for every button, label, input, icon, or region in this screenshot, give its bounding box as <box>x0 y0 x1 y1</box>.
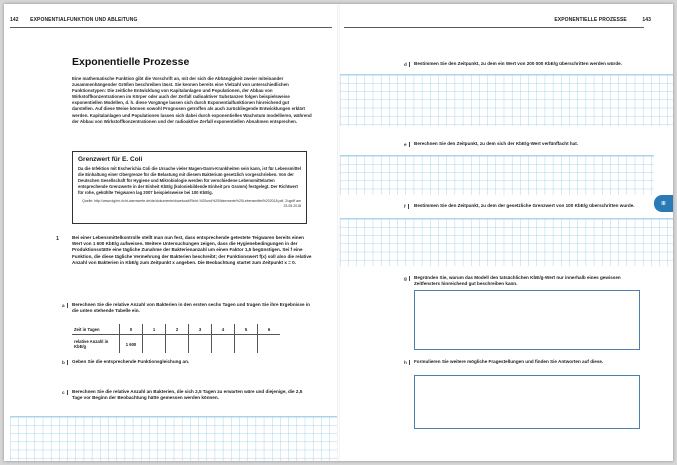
table-day-cell: 2 <box>166 324 189 335</box>
left-page <box>4 4 337 461</box>
running-header-right <box>554 17 651 25</box>
task-c-text: Berechnen Sie die relative Anzahl an Bakterien, die sich 2,5 Tagen zu erwarten wäre und diejenige, die 2,5 Tage vor Beginn der Beobachtung hätte gemessen werden können. <box>72 389 303 401</box>
info-box <box>72 151 307 224</box>
running-header-title-left: EXPONENTIALFUNKTION UND ABLEITUNG <box>30 17 138 23</box>
table-row <box>72 324 280 335</box>
task-number: 1 <box>56 236 60 242</box>
task-g-text: Begründen Sie, warum das Modell den tatsächlichen KbE/g-Wert nur innerhalb eines gewissen Zeitfensters hinreichend gut beschreiben kann. <box>414 275 621 287</box>
intro-paragraph: Eine mathematische Funktion gibt die Vorschrift an, mit der sich die Abhängigkeit zweier miteinander zusammenhängender Größen beschreiben lässt. Sie kennen bereits eine Vielzahl von unterschiedlichen Funktionstypen: Die zeitliche Entwicklung von Kapitalanlagen und Populationen, der Abbau von Wirkstoffkonzentrationen im Körper oder auch der Zerfall radioaktiver Substanzen folgen beispielsweise exponentiellen Modellen, d. h. diese Vorgänge lassen sich durch Exponentialfunktionen hinreichend gut darstellen. Auf diese Weise können sowohl Prognosen getroffen als auch zurückliegende Entwicklungen erklärt werden. Kapitalanlagen und Populationen lassen sich dabei durch exponentielles Wachstum modellieren, während der Abbau von Wirkstoffkonzentrationen und der radioaktive Zerfall exponentiellen Abnahmen entsprechen. <box>72 76 312 124</box>
value-table <box>72 324 280 353</box>
table-value-cell[interactable] <box>189 335 212 354</box>
table-day-cell: 6 <box>258 324 281 335</box>
chapter-tab: III <box>654 195 673 212</box>
table-value-cell[interactable] <box>212 335 235 354</box>
page-number-left: 142 <box>10 17 19 23</box>
table-row-header-count: relative Anzahl in KbE/g <box>72 335 120 354</box>
table-day-cell: 5 <box>235 324 258 335</box>
header-rule-right <box>344 27 644 28</box>
task-b-label: b <box>62 360 67 365</box>
answer-grid-f[interactable] <box>340 218 673 266</box>
task-h-label: h <box>404 360 409 365</box>
task-f-text: Bestimmen Sie den Zeitpunkt, zu dem der gesetzliche Grenzwert von 100 KbE/g überschritten wurde. <box>414 203 635 208</box>
section-title: Exponentielle Prozesse <box>72 56 190 68</box>
table-value-cell[interactable] <box>258 335 281 354</box>
task-a-label: a <box>62 303 67 308</box>
running-header-title-right: EXPONENTIELLE PROZESSE <box>554 17 627 23</box>
running-header-left <box>10 17 137 25</box>
task-b-text: Geben Sie die entsprechende Funktionsgleichung an. <box>72 359 190 364</box>
right-page <box>340 4 673 461</box>
table-value-cell[interactable] <box>235 335 258 354</box>
info-box-text: Da die Infektion mit Escherichia Coli die Ursache vieler Magen-Darm-Krankheiten sein kann, ist für Lebensmittel die Einhaltung einer Obergrenze für die Belastung mit diesem Bakterium gesetzlich vorgeschrieben. Von der Deutschen Gesellschaft für Hygiene und Mikrobiologie werden für verschiedene Lebensmittelarten entsprechende Grenzwerte in der Einheit KbE/g (koloniebildende Einheit pro Gramm) festgelegt. Der Richtwert für rohe, gekühlte Teigwaren lag 2007 beispielsweise bei 100 KbE/g. <box>78 166 301 195</box>
table-value-cell[interactable]: 1 600 <box>120 335 143 354</box>
task-d-label: d <box>404 62 409 67</box>
task-a-text: Berechnen Sie die relative Anzahl von Bakterien in den ersten sechs Tagen und tragen Sie ihre Ergebnisse in die unten stehende Tabelle ein. <box>72 302 310 314</box>
table-row <box>72 335 280 354</box>
table-day-cell: 4 <box>212 324 235 335</box>
answer-grid-c[interactable] <box>10 416 337 461</box>
task-e-label: e <box>404 142 409 147</box>
table-row-header-days: Zeit in Tagen <box>72 324 120 335</box>
table-value-cell[interactable] <box>143 335 166 354</box>
task-c-label: c <box>62 390 67 395</box>
task-f-label: f <box>404 204 408 209</box>
answer-box-g[interactable] <box>414 290 640 350</box>
table-day-cell: 1 <box>143 324 166 335</box>
info-box-source: Quelle: http://www.dghm-richt-warnwerte.de/de/dokumente/download/Richt-%20und%20Warnwerte%20Lebensmittel%202018.pdf, Zugriff am 23.05.2018 <box>82 199 301 208</box>
answer-box-h[interactable] <box>414 375 640 429</box>
task-e-text: Berechnen Sie den Zeitpunkt, zu dem sich der KbE/g-Wert verfünffacht hat. <box>414 141 579 146</box>
page-number-right: 143 <box>642 17 651 23</box>
book-spread <box>4 4 673 461</box>
table-value-cell[interactable] <box>166 335 189 354</box>
header-rule-left <box>10 27 332 28</box>
task-main-text: Bei einer Lebensmittelkontrolle stellt man nun fest, dass entsprechende getestete Teigwaren bereits einen Wert von 1 600 KbE/g aufweisen. Weitere Untersuchungen zeigen, dass die Hygienebedingungen in der Produktionsstätte eine tägliche Zunahme der Bakterienanzahl um einen Faktor 1,5 begünstigen. Sei f eine Funktion, die diese tägliche Vermehrung der Bakterien beschreibt; der Funktionswert f(x) soll also die relative Anzahl von Bakterien in KbE/g zum Zeitpunkt x angeben. Die Beobachtung startet zum Zeitpunkt x = 0. <box>72 235 312 265</box>
table-day-cell: 0 <box>120 324 143 335</box>
table-day-cell: 3 <box>189 324 212 335</box>
task-d-text: Bestimmen Sie den Zeitpunkt, zu dem ein Wert von 200 000 KbE/g überschritten werden würde. <box>414 61 622 66</box>
task-g-label: g <box>404 276 409 281</box>
answer-grid-e[interactable] <box>340 155 654 195</box>
info-box-title: Grenzwert für E. Coli <box>78 156 143 163</box>
task-h-text: Formulieren Sie weitere mögliche Fragestellungen und finden Sie Antworten auf diese. <box>414 359 604 364</box>
answer-grid-d[interactable] <box>340 74 673 126</box>
